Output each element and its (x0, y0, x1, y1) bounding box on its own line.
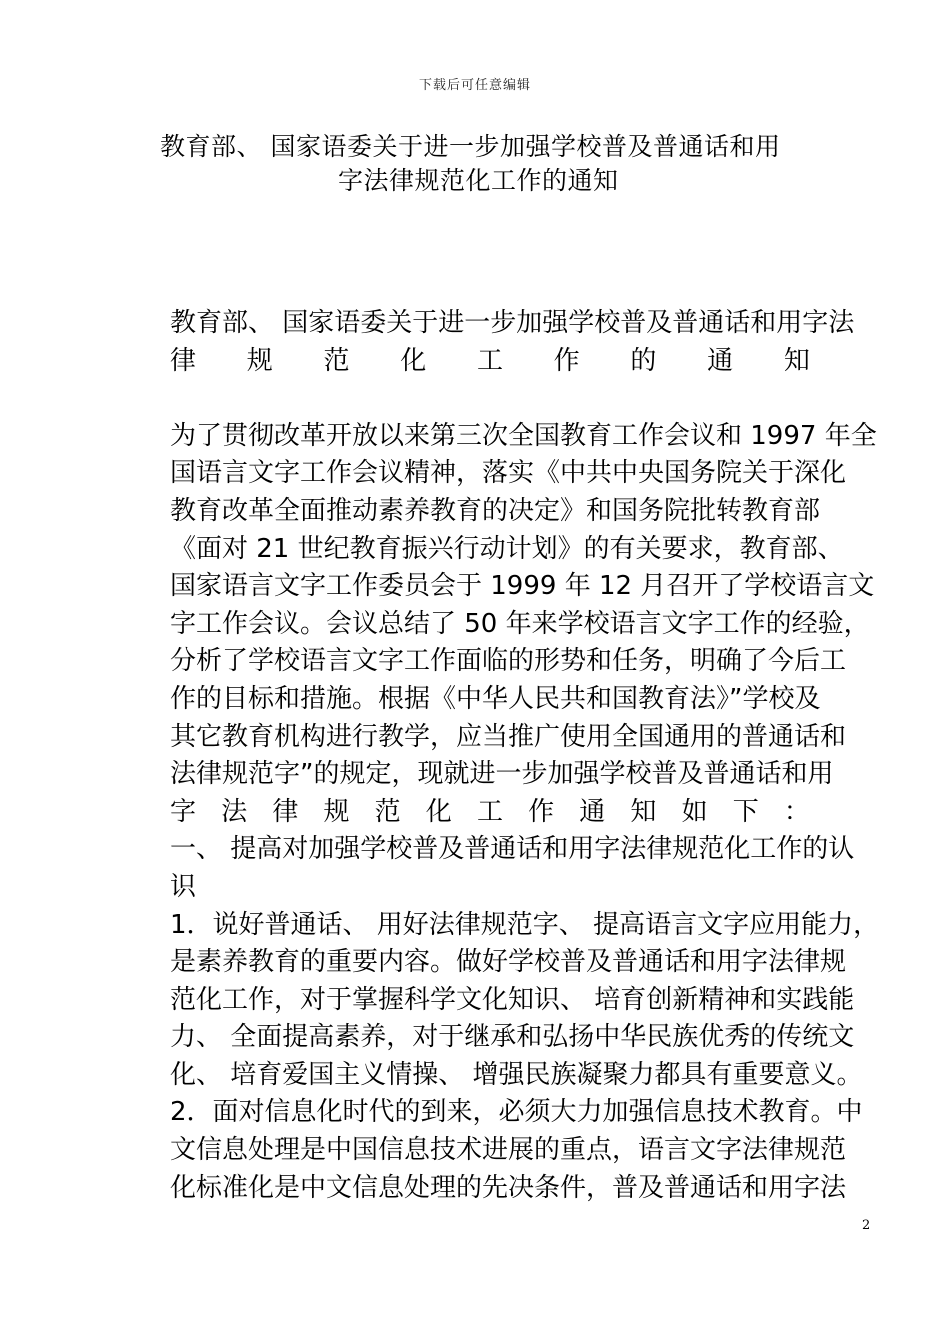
paragraph-line: 作的目标和措施。根据《中华人民共和国教育法》”学校及 (170, 683, 821, 714)
body-title-char: 规 (246, 345, 273, 376)
section-one (170, 831, 880, 1207)
section-line: 范化工作，对于掌握科学文化知识、 培育创新精神和实践能 (170, 984, 855, 1015)
paragraph-line: 国家语言文字工作委员会于 1999 年 12 月召开了学校语言文 (170, 571, 875, 602)
closing-char: 律 (272, 796, 299, 827)
body-title-char: 工 (476, 345, 503, 376)
body-title-char: 通 (707, 345, 734, 376)
paragraph-line: 教育改革全面推动素养教育的决定》和国务院批转教育部 (170, 495, 821, 526)
body-title-char: 化 (400, 345, 427, 376)
header-note: 下载后可任意编辑 (418, 78, 531, 93)
section-line: 文信息处理是中国信息技术进展的重点，语言文字法律规范 (170, 1135, 847, 1166)
closing-char: 范 (374, 796, 401, 827)
paragraph-line: 为了贯彻改革开放以来第三次全国教育工作会议和 1997 年全 (170, 420, 877, 451)
body-title-char: 范 (323, 345, 350, 376)
closing-char: 知 (630, 796, 657, 827)
section-line: 力、 全面提高素养，对于继承和弘扬中华民族优秀的传统文 (170, 1022, 855, 1053)
body-title-char: 作 (553, 345, 580, 376)
paragraph-gap (170, 380, 880, 418)
closing-char: 字 (170, 796, 197, 827)
closing-char: 工 (476, 796, 503, 827)
closing-char: 如 (681, 796, 708, 827)
body-title-char: 律 (170, 345, 197, 376)
section-line: 化、 培育爱国主义情操、 增强民族凝聚力都具有重要意义。 (170, 1059, 863, 1090)
section-line: 一、 提高对加强学校普及普通话和用字法律规范化工作的认 (170, 834, 855, 865)
document-title (160, 130, 840, 198)
paragraph-line: 国语言文字工作会议精神，落实《中共中央国务院关于深化 (170, 458, 847, 489)
page-number: 2 (862, 1218, 871, 1233)
body-title-char: 知 (783, 345, 810, 376)
section-line: 2．面对信息化时代的到来，必须大力加强信息技术教育。中 (170, 1097, 863, 1128)
closing-char: 化 (425, 796, 452, 827)
intro-paragraph (170, 418, 880, 832)
section-line: 是素养教育的重要内容。做好学校普及普通话和用字法律规 (170, 947, 847, 978)
section-line: 1．说好普通话、 用好法律规范字、 提高语言文字应用能力， (170, 909, 880, 940)
document-title-line-2: 字法律规范化工作的通知 (338, 166, 619, 195)
document-title-line-1: 教育部、 国家语委关于进一步加强学校普及普通话和用 (160, 132, 781, 161)
body-title-char: 的 (630, 345, 657, 376)
paragraph-closing-line (170, 794, 810, 832)
closing-char: 法 (221, 796, 248, 827)
body-title-line-1: 教育部、 国家语委关于进一步加强学校普及普通话和用字法 (170, 308, 855, 338)
paragraph-line: 字工作会议。会议总结了 50 年来学校语言文字工作的经验， (170, 608, 870, 639)
closing-char: 下 (732, 796, 759, 827)
section-line: 识 (170, 871, 197, 902)
paragraph-line: 《面对 21 世纪教育振兴行动计划》的有关要求，教育部、 (170, 533, 844, 564)
closing-char: 作 (528, 796, 555, 827)
paragraph-line: 分析了学校语言文字工作面临的形势和任务，明确了今后工 (170, 646, 847, 677)
paragraph-line: 法律规范字”的规定，现就进一步加强学校普及普通话和用 (170, 759, 834, 790)
closing-char: 通 (579, 796, 606, 827)
paragraph-line: 其它教育机构进行教学，应当推广使用全国通用的普通话和 (170, 721, 847, 752)
body-title-line-2 (170, 343, 810, 381)
document-body (170, 305, 880, 1207)
closing-char: ： (783, 796, 810, 827)
closing-char: 规 (323, 796, 350, 827)
section-line: 化标准化是中文信息处理的先决条件，普及普通话和用字法 (170, 1172, 847, 1203)
